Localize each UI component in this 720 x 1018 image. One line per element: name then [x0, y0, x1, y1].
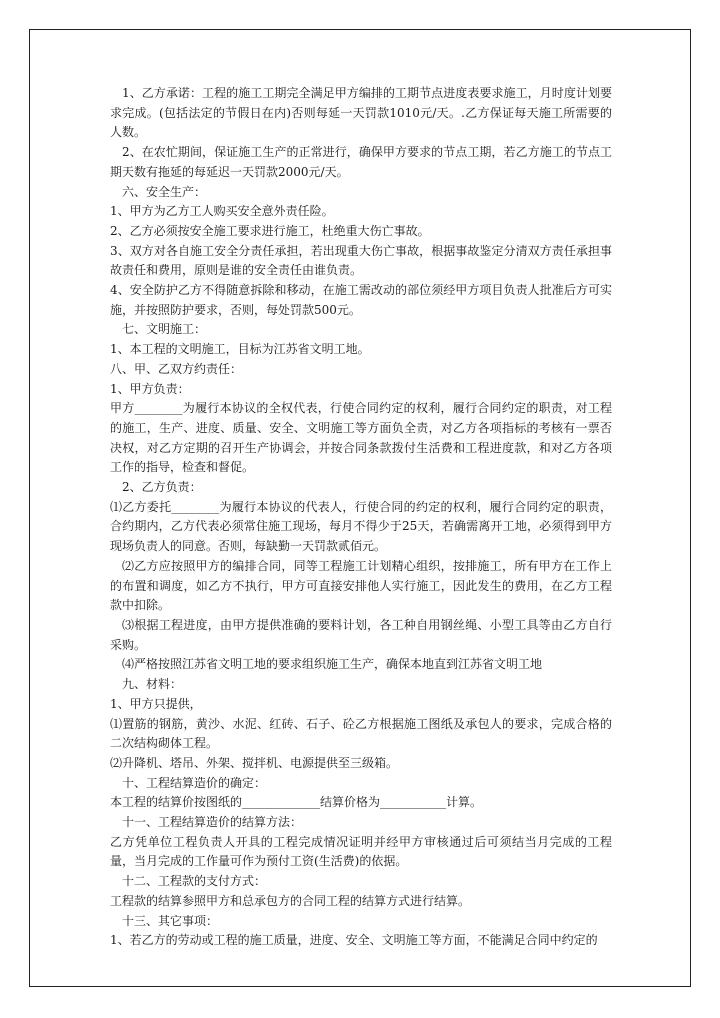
paragraph: 十二、工程款的支付方式：: [122, 874, 267, 889]
paragraph: 八、甲、乙双方约责任：: [110, 361, 243, 376]
paragraph: ⑵升降机、塔吊、外架、搅拌机、电源提供至三级箱。: [110, 755, 399, 770]
paragraph: ⑴乙方委托________为履行本协议的代表人，行使合同的约定的权利，履行合同约定的职责，合约期内，乙方代表必须常住施工现场，每月不得少于25天，若确需离开工地，必须得到甲方现场负责人的同意。否则，每缺勤一天罚款贰佰元。: [110, 499, 612, 554]
paragraph: 2、在农忙期间，保证施工生产的正常进行，确保甲方要求的节点工期，若乙方施工的节点工期天数有拖延的每延迟一天罚款2000元/天。: [110, 145, 612, 179]
paragraph: 七、文明施工：: [122, 322, 207, 337]
paragraph: 1、甲方负责：: [110, 381, 190, 396]
paragraph: 1、乙方承诺：工程的施工工期完全满足甲方编排的工期节点进度表要求施工，月时度计划要求完成。(包括法定的节假日在内)否则每延一天罚款1010元/天。.乙方保证每天施工所需要的人数。: [110, 86, 612, 140]
paragraph: 六、安全生产：: [122, 184, 207, 199]
paragraph: 1、若乙方的劳动或工程的施工质量，进度、安全、文明施工等方面，不能满足合同中约定的: [110, 933, 598, 948]
paragraph: ⑷严格按照江苏省文明工地的要求组织施工生产，确保本地直到江苏省文明工地: [122, 657, 543, 672]
paragraph: 1、甲方为乙方工人购买安全意外责任险。: [110, 204, 334, 219]
paragraph: 十一、工程结算造价的结算方法：: [122, 815, 303, 830]
paragraph: 十三、其它事项：: [122, 913, 219, 928]
paragraph: 乙方凭单位工程负责人开具的工程完成情况证明并经甲方审核通过后可须结当月完成的工程量，当月完成的工作量可作为预付工资(生活费)的依据。: [110, 834, 612, 869]
paragraph: 工程款的结算参照甲方和总承包方的合同工程的结算方式进行结算。: [110, 893, 471, 908]
paragraph: 1、本工程的文明施工，目标为江苏省文明工地。: [110, 342, 370, 357]
paragraph: 2、乙方负责：: [122, 480, 202, 495]
paragraph: 2、乙方必须按安全施工要求进行施工，杜绝重大伤亡事故。: [110, 223, 430, 238]
paragraph: ⑶根据工程进度，由甲方提供准确的要料计划，各工种自用钢丝绳、小型工具等由乙方自行采购。: [110, 617, 612, 652]
paragraph: 4、安全防护乙方不得随意拆除和移动，在施工需改动的部位须经甲方项目负责人批准后方可实施，并按照防护要求，否则，每处罚款500元。: [110, 283, 612, 317]
paragraph: ⑵乙方应按照甲方的编排合同，同等工程施工计划精心组织，按排施工，所有甲方在工作上的布置和调度，如乙方不执行，甲方可直接安排他人实行施工，因此发生的费用，在乙方工程款中扣除。: [110, 558, 612, 613]
paragraph: 3、双方对各自施工安全分责任承担，若出现重大伤亡事故，根据事故鉴定分清双方责任承担事故责任和费用，原则是谁的安全责任由谁负责。: [110, 243, 612, 278]
paragraph: ⑴置筋的钢筋，黄沙、水泥、红砖、石子、砼乙方根据施工图纸及承包人的要求，完成合格的二次结构砌体工程。: [110, 716, 612, 751]
paragraph: 九、材料：: [122, 677, 183, 692]
document-body: [110, 84, 612, 951]
paragraph: 甲方________为履行本协议的全权代表，行使合同约定的权利，履行合同约定的职责，对工程的施工，生产、进度、质量、安全、文明施工等方面负全责，对乙方各项指标的考核有一票否决权，对乙方定期的召开生产协调会，并按合同条款拨付生活费和工程进度款，和对乙方各项工作的指导，检查和督促。: [110, 401, 612, 475]
paragraph: 十、工程结算造价的确定：: [122, 775, 267, 790]
paragraph: 本工程的结算价按图纸的_____________结算价格为___________计算。: [110, 795, 483, 810]
paragraph: 1、甲方只提供，: [110, 696, 202, 711]
